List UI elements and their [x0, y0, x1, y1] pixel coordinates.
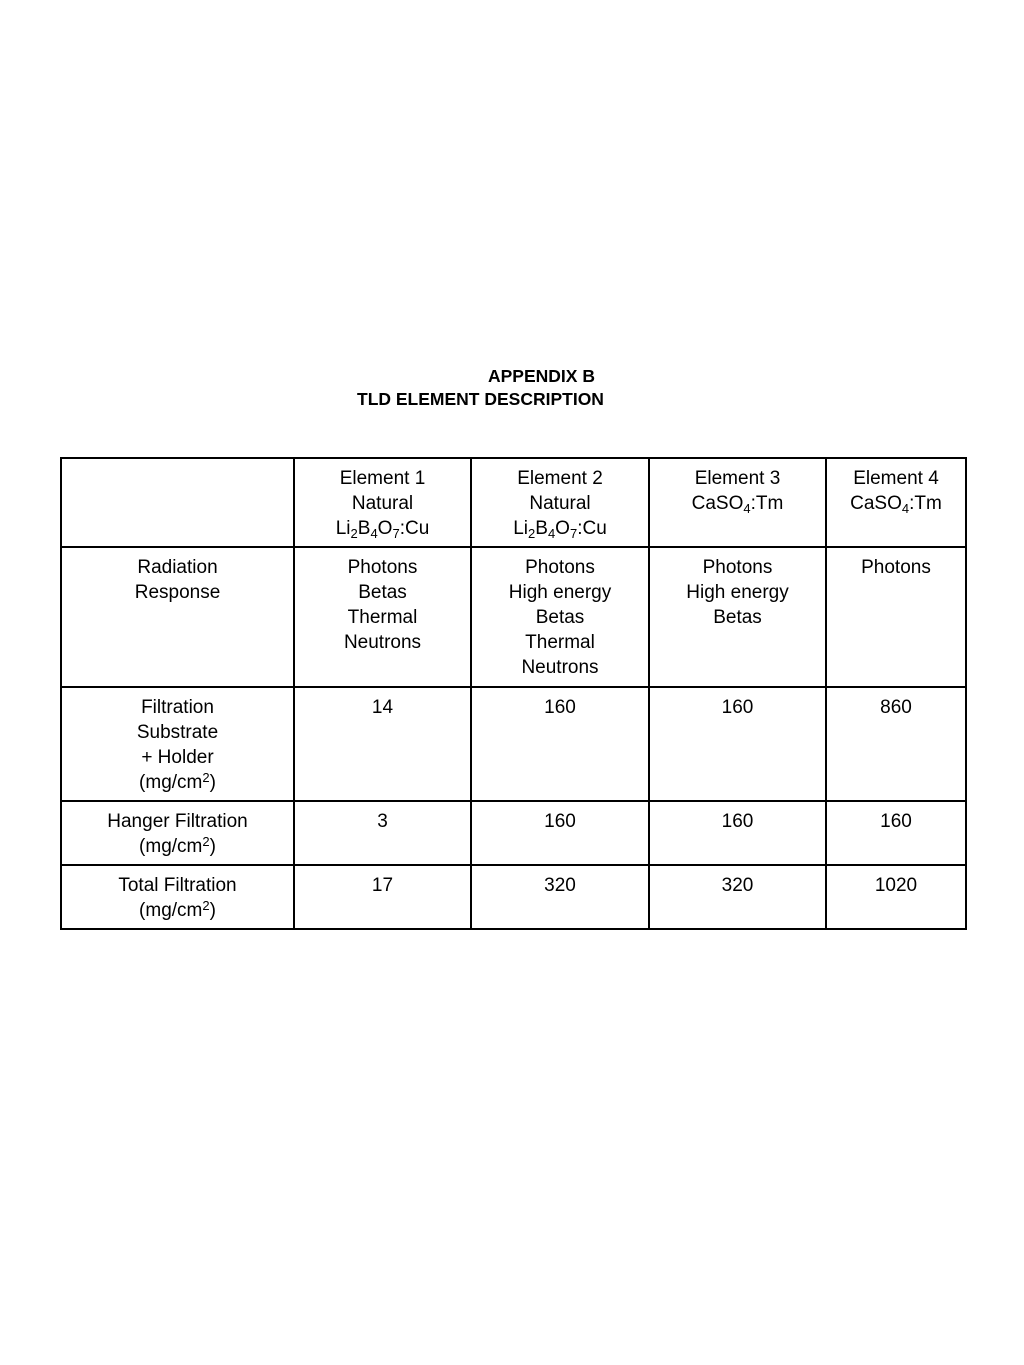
formula-element-3: CaSO$_4$:Tm [691, 493, 784, 516]
header-element-1: Element 1 Natural $Li_2B_4O_7:Cu$ [294, 458, 471, 547]
formula-element-1: $Li_2B_4O_7:Cu$ [335, 518, 430, 541]
header-element-2: Element 2 Natural $Li_2B_4O_7:Cu$ [471, 458, 649, 547]
cell-filtration-element-2: 160 [471, 687, 649, 801]
cell-filtration-element-3: 160 [649, 687, 826, 801]
appendix-heading: APPENDIX B [488, 366, 595, 386]
cell-hanger-element-3: 160 [649, 801, 826, 865]
cell-radiation-element-4: Photons [826, 547, 966, 687]
cell-hanger-element-2: 160 [471, 801, 649, 865]
cell-hanger-element-1: 3 [294, 801, 471, 865]
formula-element-2: $Li_2B_4O_7:Cu$ [513, 518, 607, 541]
section-heading: TLD ELEMENT DESCRIPTION [357, 389, 604, 409]
table-row-total-filtration [61, 865, 966, 929]
table-row-hanger-filtration [61, 801, 966, 865]
header-empty-cell [61, 458, 294, 547]
row-label-total-filtration: Total Filtration $(mg/cm^2)$ [61, 865, 294, 929]
cell-total-element-1: 17 [294, 865, 471, 929]
table-row-filtration-substrate [61, 687, 966, 801]
cell-total-element-2: 320 [471, 865, 649, 929]
table-header-row [61, 458, 966, 547]
tld-element-table [60, 457, 967, 930]
cell-total-element-3: 320 [649, 865, 826, 929]
row-label-radiation-response: Radiation Response [61, 547, 294, 687]
cell-filtration-element-1: 14 [294, 687, 471, 801]
row-label-filtration-substrate: Filtration Substrate + Holder $(mg/cm^2)$ [61, 687, 294, 801]
cell-total-element-4: 1020 [826, 865, 966, 929]
cell-radiation-element-2: Photons High energy Betas Thermal Neutrons [471, 547, 649, 687]
table-row-radiation-response [61, 547, 966, 687]
header-element-3: Element 3 CaSO$_4$:Tm [649, 458, 826, 547]
row-label-hanger-filtration: Hanger Filtration $(mg/cm^2)$ [61, 801, 294, 865]
header-element-4: Element 4 CaSO$_4$:Tm [826, 458, 966, 547]
cell-filtration-element-4: 860 [826, 687, 966, 801]
cell-radiation-element-3: Photons High energy Betas [649, 547, 826, 687]
formula-element-4: CaSO$_4$:Tm [850, 493, 942, 516]
cell-hanger-element-4: 160 [826, 801, 966, 865]
cell-radiation-element-1: Photons Betas Thermal Neutrons [294, 547, 471, 687]
